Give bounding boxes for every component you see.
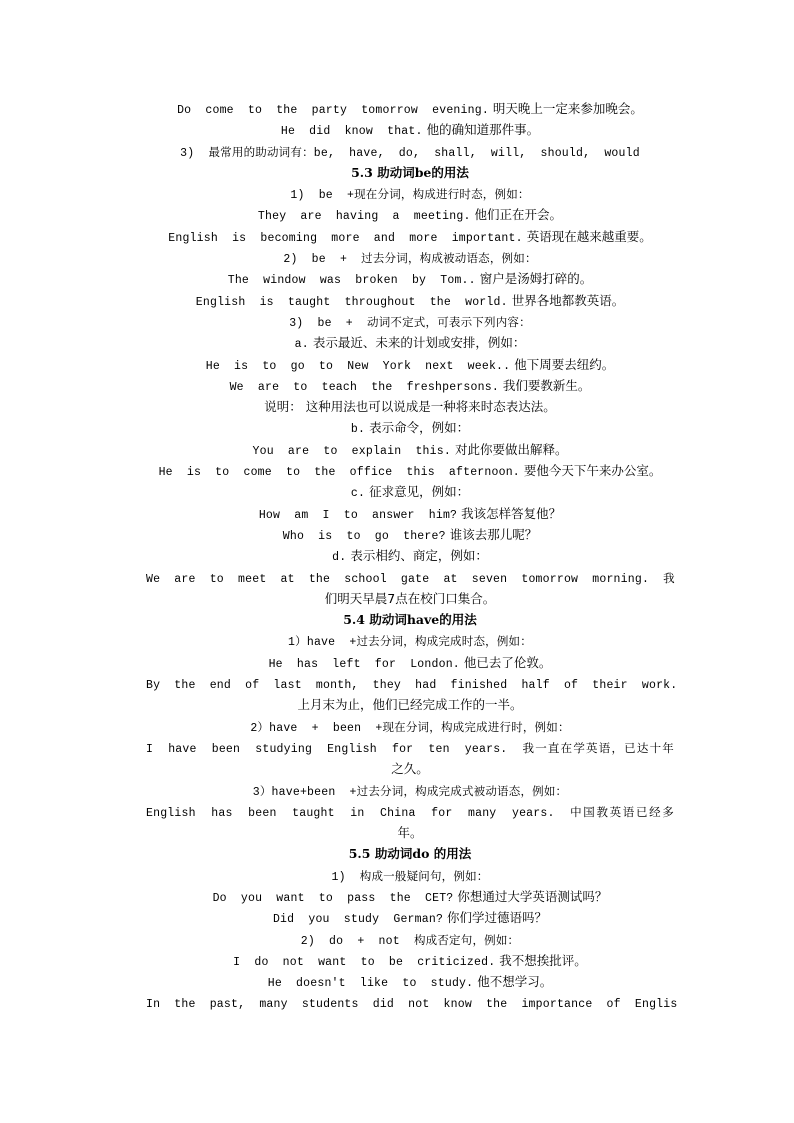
text-line xyxy=(146,630,674,651)
text-line xyxy=(146,652,674,673)
chinese-text: 我不想挨批评。 xyxy=(499,952,587,968)
text-line xyxy=(146,375,674,396)
section-heading xyxy=(146,609,674,630)
text-line xyxy=(146,481,674,502)
chinese-text: 明天晚上一定来参加晚会。 xyxy=(492,101,643,116)
text-line xyxy=(146,673,678,694)
chinese-text: 表示最近、未来的计划或安排，例如： xyxy=(312,335,526,351)
english-text: 3) 最常用的助动词有：be, have, do, shall, will, should, would xyxy=(180,146,640,160)
english-text: He is to come to the office this afternoon. xyxy=(158,466,520,480)
english-text: d. xyxy=(332,551,347,565)
text-line xyxy=(146,950,674,971)
chinese-text: 他下周要去纽约。 xyxy=(514,356,615,372)
text-line xyxy=(146,183,674,204)
chinese-text: 世界各地都教英语。 xyxy=(511,292,625,308)
text-line xyxy=(146,247,674,268)
english-text: 1) 构成一般疑问句，例如： xyxy=(331,870,489,884)
text-line xyxy=(146,737,674,758)
english-text: 3) be + 动词不定式，可表示下列内容： xyxy=(289,316,531,330)
english-text: b. xyxy=(350,423,366,437)
english-text: In the past, many students did not know the importance of Englis xyxy=(146,998,678,1012)
text-line xyxy=(146,929,674,950)
english-text: He is to go to New York next week.. xyxy=(205,359,511,373)
english-text: English is becoming more and more important. xyxy=(168,231,523,245)
english-text: He doesn't like to study. xyxy=(267,977,474,991)
section-heading xyxy=(146,162,674,183)
chinese-text: 你们学过德语吗？ xyxy=(447,910,548,926)
chinese-text: 要他今天下午来办公室。 xyxy=(523,463,662,479)
text-line xyxy=(146,780,674,801)
chinese-text: 他的确知道那件事。 xyxy=(426,122,540,138)
english-text: a. xyxy=(294,338,309,352)
text-line xyxy=(146,907,674,928)
text-line xyxy=(146,567,674,588)
chinese-text: 英语现在越来越重要。 xyxy=(526,228,652,244)
heading-text: 5.4 助动词have的用法 xyxy=(343,612,477,628)
chinese-text: 上月末为止，他们已经完成工作的一半。 xyxy=(297,697,523,713)
text-line xyxy=(146,503,674,524)
text-line xyxy=(146,865,674,886)
text-line xyxy=(146,992,678,1013)
heading-text: 5.3 助动词be的用法 xyxy=(351,164,469,180)
text-line xyxy=(146,971,674,992)
english-text: c. xyxy=(350,487,366,501)
chinese-text: 他已去了伦敦。 xyxy=(463,654,552,670)
english-text: How am I to answer him? xyxy=(258,508,458,522)
chinese-text: 说明： 这种用法也可以说成是一种将来时态表达法。 xyxy=(264,399,556,415)
text-line xyxy=(146,822,674,843)
chinese-text: 你想通过大学英语测试吗？ xyxy=(457,888,608,904)
english-text: English is taught throughout the world. xyxy=(195,295,508,309)
chinese-text: 我们要教新生。 xyxy=(502,377,591,393)
english-text: 3）have+been +过去分词，构成完成式被动语态，例如： xyxy=(252,785,568,799)
text-line xyxy=(146,758,674,779)
text-line xyxy=(146,694,674,715)
english-text: 2) do + not 构成否定句，例如： xyxy=(300,934,520,948)
text-line xyxy=(146,396,674,417)
text-line xyxy=(146,226,674,247)
text-line xyxy=(146,588,674,609)
english-text: 1）have +过去分词，构成完成时态，例如： xyxy=(288,636,532,650)
english-text: We are to teach the freshpersons. xyxy=(229,380,499,394)
text-line xyxy=(146,268,674,289)
english-text: 2) be + 过去分词，构成被动语态，例如： xyxy=(283,253,537,267)
text-line xyxy=(146,801,674,822)
chinese-text: 谁该去那儿呢？ xyxy=(449,526,538,542)
english-text: Who is to go there? xyxy=(282,529,446,543)
text-line xyxy=(146,886,674,907)
english-text: By the end of last month, they had finished half of their work. xyxy=(146,679,678,693)
english-text: English has been taught in China for many years. 中国教英语已经多 xyxy=(146,806,674,820)
english-text: The window was broken by Tom.. xyxy=(227,274,476,288)
chinese-text: 之久。 xyxy=(391,761,429,777)
english-text: Do come to the party tomorrow evening. xyxy=(177,104,489,117)
text-line xyxy=(146,290,674,311)
chinese-text: 我该怎样答复他？ xyxy=(461,505,562,521)
english-text: 1) be +现在分词，构成进行时态，例如： xyxy=(290,189,530,203)
heading-text: 5.5 助动词do 的用法 xyxy=(348,846,472,862)
english-text: We are to meet at the school gate at seven tomorrow morning. 我 xyxy=(146,572,675,586)
english-text: He did know that. xyxy=(280,125,423,139)
section-heading xyxy=(146,843,674,864)
chinese-text: 对此你要做出解释。 xyxy=(454,441,568,457)
chinese-text: 窗户是汤姆打碎的。 xyxy=(479,271,593,287)
english-text: You are to explain this. xyxy=(252,444,451,458)
chinese-text: 们明天早晨7点在校门口集合。 xyxy=(324,590,496,606)
text-line xyxy=(146,545,674,566)
english-text: I have been studying English for ten years. 我一直在学英语，已达十年 xyxy=(146,742,674,756)
text-line xyxy=(146,439,674,460)
chinese-text: 表示相约、商定，例如： xyxy=(350,548,488,564)
text-line xyxy=(146,141,674,162)
text-line xyxy=(146,311,674,332)
chinese-text: 表示命令，例如： xyxy=(369,420,470,436)
text-line xyxy=(146,524,674,545)
chinese-text: 年。 xyxy=(397,825,423,841)
text-line xyxy=(146,204,674,225)
english-text: Did you study German? xyxy=(272,913,444,927)
text-line xyxy=(146,460,674,481)
document-page xyxy=(146,98,678,1014)
text-line xyxy=(146,417,674,438)
english-text: 2）have + been +现在分词，构成完成进行时，例如： xyxy=(250,721,570,735)
english-text: I do not want to be criticized. xyxy=(233,955,496,969)
text-line xyxy=(146,354,674,375)
chinese-text: 他们正在开会。 xyxy=(474,207,563,223)
english-text: They are having a meeting. xyxy=(257,210,471,224)
text-line xyxy=(146,119,674,140)
chinese-text: 征求意见，例如： xyxy=(369,484,470,500)
english-text: He has left for London. xyxy=(268,657,460,671)
text-line xyxy=(146,332,674,353)
text-line xyxy=(146,98,674,119)
chinese-text: 他不想学习。 xyxy=(477,974,553,990)
text-line xyxy=(146,716,674,737)
english-text: Do you want to pass the CET? xyxy=(212,891,454,905)
